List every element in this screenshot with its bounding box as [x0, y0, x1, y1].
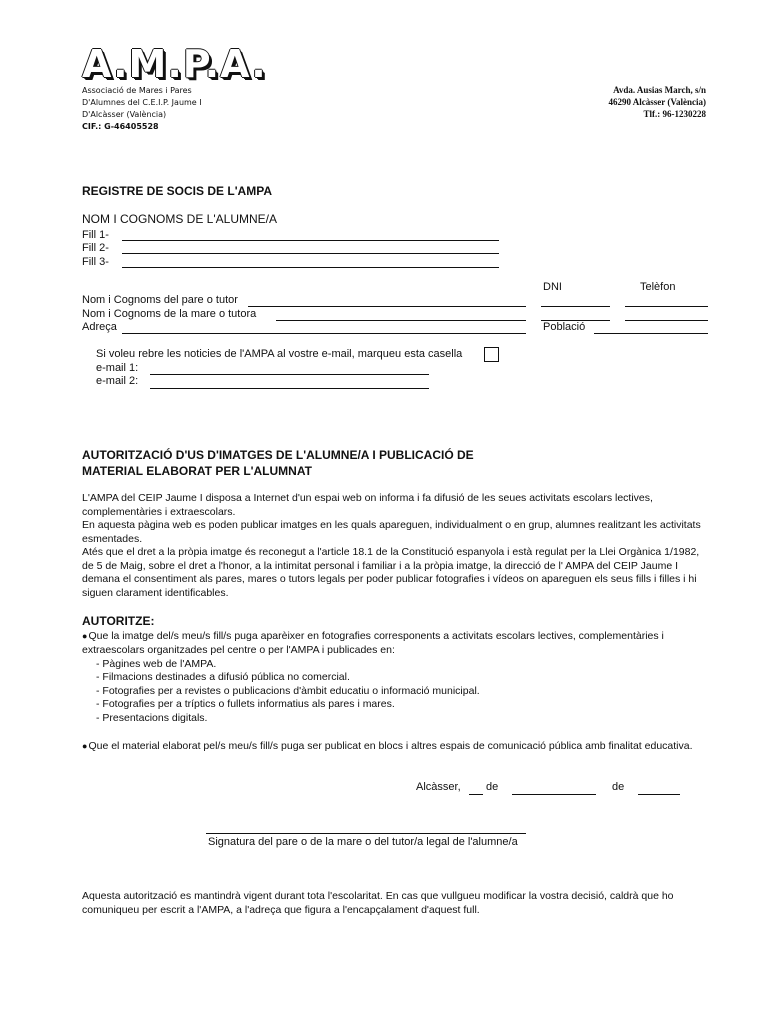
- publication-item: - Fotografies per a tríptics o fullets informatius als pares i mares.: [96, 698, 395, 710]
- child-1-field[interactable]: [122, 240, 499, 241]
- intro-paragraph-1: L'AMPA del CEIP Jaume I disposa a Internet d'un espai web on informa i fa difusió de les seues activitats escolars lectives, complementàries i extraescolars.: [82, 492, 653, 518]
- email-1-field[interactable]: [150, 374, 429, 375]
- child-3-field[interactable]: [122, 267, 499, 268]
- de-label-2: de: [612, 781, 625, 793]
- child-2-field[interactable]: [122, 253, 499, 254]
- father-dni-field[interactable]: [541, 306, 610, 307]
- intro-paragraph-3: Atés que el dret a la pròpia imatge és reconegut a l'article 18.1 de la Constitució espanyola i està regulat per la Llei Orgànica 1/1982, de 5 de Maig, sobre el dret a l'honor, a la intimitat personal i familiar i a la pròpia imatge, la direcció de l' AMPA del CEIP Jaume I demana el consentiment als pares, mares o tutors legals per poder publicar fotografies i vídeos on apareguen els seus fills i filles i hi siguen clarament identificables.: [82, 546, 700, 599]
- child-3-label: Fill 3-: [82, 256, 109, 268]
- publication-item: - Presentacions digitals.: [96, 712, 208, 724]
- father-name-field[interactable]: [248, 306, 526, 307]
- father-label: Nom i Cognoms del pare o tutor: [82, 294, 238, 306]
- student-heading: NOM I COGNOMS DE L'ALUMNE/A: [82, 212, 277, 226]
- mother-label: Nom i Cognoms de la mare o tutora: [82, 308, 257, 320]
- town-label: Població: [543, 321, 586, 333]
- authorization-title-line1: AUTORITZACIÓ D'US D'IMATGES DE L'ALUMNE/A I PUBLICACIÓ DE: [82, 448, 474, 462]
- authorize-bullet-2: [82, 740, 702, 754]
- authorize-heading: AUTORITZE:: [82, 614, 155, 628]
- day-field[interactable]: [469, 794, 483, 795]
- authorize-bullet-1: [82, 630, 702, 657]
- email-prompt: Si voleu rebre les noticies de l'AMPA al vostre e-mail, marqueu esta casella: [96, 348, 463, 360]
- intro-paragraph-2: En aquesta pàgina web es poden publicar imatges en les quals apareguen, individualment o en grup, alumnes realitzant les activitats esmentades.: [82, 519, 701, 545]
- de-label-1: de: [486, 781, 499, 793]
- ampa-logo: A.M.P.A.: [82, 42, 267, 86]
- child-1-label: Fill 1-: [82, 229, 109, 241]
- assoc-line: D'Alumnes del C.E.I.P. Jaume I: [82, 98, 202, 107]
- email-opt-in-checkbox[interactable]: [484, 347, 499, 362]
- phone-header: Telèfon: [640, 281, 676, 293]
- address-label: Adreça: [82, 321, 117, 333]
- registry-title: REGISTRE DE SOCIS DE L'AMPA: [82, 184, 272, 198]
- publication-item: - Fotografies per a revistes o publicacions d'àmbit educatiu o informació municipal.: [96, 685, 480, 697]
- mother-phone-field[interactable]: [625, 320, 708, 321]
- email-2-field[interactable]: [150, 388, 429, 389]
- assoc-line: Associació de Mares i Pares: [82, 86, 192, 95]
- email-1-label: e-mail 1:: [96, 362, 139, 374]
- bullet-2-text: Que el material elaborat pel/s meu/s fill/s puga ser publicat en blocs i altres espais de comunicació pública amb finalitat educativa.: [88, 740, 693, 752]
- child-2-label: Fill 2-: [82, 242, 109, 254]
- dni-header: DNI: [543, 281, 562, 293]
- address-line: Avda. Ausias March, s/n: [613, 85, 706, 95]
- email-2-label: e-mail 2:: [96, 375, 139, 387]
- mother-name-field[interactable]: [276, 320, 526, 321]
- footer-note: Aquesta autorització es mantindrà vigent durant tota l'escolaritat. En cas que vullgueu modificar la vostra decisió, caldrà que ho comuniqueu per escrit a l'AMPA, a l'adreça que figura a l'encapçalament d'aquest full.: [82, 890, 674, 916]
- address-field[interactable]: [122, 333, 526, 334]
- cif-line: CIF.: G-46405528: [82, 122, 159, 131]
- signature-caption: Signatura del pare o de la mare o del tutor/a legal de l'alumne/a: [208, 836, 518, 848]
- authorization-title-line2: MATERIAL ELABORAT PER L'ALUMNAT: [82, 464, 312, 478]
- phone-line: Tlf.: 96-1230228: [643, 109, 706, 119]
- address-block: [609, 84, 707, 120]
- father-phone-field[interactable]: [625, 306, 708, 307]
- publication-item: - Filmacions destinades a difusió pública no comercial.: [96, 671, 350, 683]
- place-label: Alcàsser,: [416, 781, 461, 793]
- year-field[interactable]: [638, 794, 680, 795]
- association-info: [82, 85, 202, 133]
- publication-item: - Pàgines web de l'AMPA.: [96, 658, 217, 670]
- signature-field[interactable]: [206, 833, 526, 834]
- town-field[interactable]: [594, 333, 708, 334]
- month-field[interactable]: [512, 794, 596, 795]
- bullet-1-text: Que la imatge del/s meu/s fill/s puga aparèixer en fotografies corresponents a activitats escolars lectives, complementàries i extraescolars organitzades pel centre o per l'AMPA i publicades en:: [82, 630, 664, 656]
- address-line: 46290 Alcàsser (València): [608, 97, 706, 107]
- assoc-line: D'Alcàsser (València): [82, 110, 167, 119]
